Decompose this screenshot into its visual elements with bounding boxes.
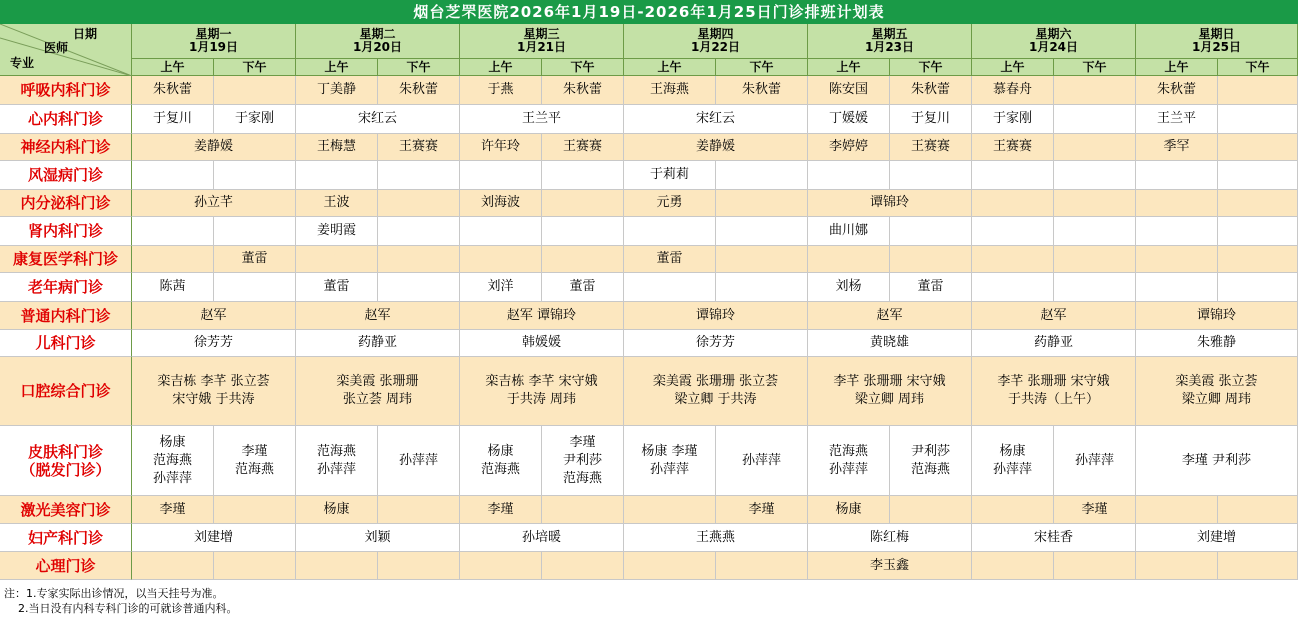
schedule-cell: 赵军 谭锦玲 [460,302,624,330]
schedule-cell: 栾美霞 张珊珊 张立荟 梁立卿 于共涛 [624,357,808,426]
corner-date-label: 日期 [72,27,97,41]
schedule-cell: 范海燕 孙萍萍 [808,426,890,496]
schedule-cell: 杨康 [296,496,378,524]
corner-header [0,24,132,76]
schedule-cell: 于莉莉 [624,161,716,190]
schedule-cell [1136,552,1218,580]
schedule-cell [808,246,890,273]
schedule-cell: 李瑾 尹利莎 [1136,426,1298,496]
schedule-cell: 栾吉栋 李芊 张立荟 宋守娥 于共涛 [132,357,296,426]
schedule-cell: 刘海波 [460,190,542,217]
department-label: 心内科门诊 [0,105,132,134]
day-date: 1月25日 [1191,40,1242,54]
schedule-cell [460,246,542,273]
department-label: 皮肤科门诊 （脱发门诊） [0,426,132,496]
schedule-cell: 徐芳芳 [132,330,296,357]
schedule-cell [1218,217,1298,246]
schedule-cell: 朱秋蕾 [378,76,460,105]
schedule-cell [624,273,716,302]
schedule-cell: 李瑾 范海燕 [214,426,296,496]
department-label: 康复医学科门诊 [0,246,132,273]
schedule-cell: 王赛赛 [972,134,1054,161]
department-label: 儿科门诊 [0,330,132,357]
schedule-cell: 李瑾 [1054,496,1136,524]
day-weekday: 星期日 [1198,27,1235,41]
pm-header: 下午 [890,59,972,76]
schedule-cell [1054,217,1136,246]
day-date: 1月22日 [690,40,741,54]
schedule-cell: 陈安国 [808,76,890,105]
schedule-cell [542,161,624,190]
schedule-cell [1136,190,1218,217]
department-label: 普通内科门诊 [0,302,132,330]
schedule-cell [378,246,460,273]
schedule-cell: 王波 [296,190,378,217]
schedule-cell: 栾美霞 张立荟 梁立卿 周玮 [1136,357,1298,426]
schedule-cell [214,76,296,105]
schedule-cell: 王兰平 [460,105,624,134]
am-header: 上午 [296,59,378,76]
schedule-cell: 赵军 [296,302,460,330]
schedule-cell [460,217,542,246]
pm-header: 下午 [1218,59,1298,76]
schedule-cell [542,552,624,580]
schedule-cell: 杨康 [808,496,890,524]
schedule-cell: 于燕 [460,76,542,105]
day-header [1136,24,1298,59]
department-label: 呼吸内科门诊 [0,76,132,105]
schedule-cell [890,246,972,273]
am-header: 上午 [808,59,890,76]
day-header [808,24,972,59]
schedule-cell: 李瑾 尹利莎 范海燕 [542,426,624,496]
am-header: 上午 [624,59,716,76]
schedule-cell: 王赛赛 [890,134,972,161]
schedule-cell [1218,496,1298,524]
schedule-cell [972,190,1054,217]
day-weekday: 星期二 [359,27,396,41]
department-label: 心理门诊 [0,552,132,580]
day-weekday: 星期一 [195,27,232,41]
table-title: 烟台芝罘医院2026年1月19日-2026年1月25日门诊排班计划表 [0,0,1298,24]
schedule-cell: 李芊 张珊珊 宋守娥 梁立卿 周玮 [808,357,972,426]
schedule-cell [972,273,1054,302]
footnote-2: 2.当日没有内科专科门诊的可就诊普通内科。 [4,602,238,615]
schedule-cell [1054,134,1136,161]
schedule-cell: 朱秋蕾 [542,76,624,105]
schedule-cell [624,552,716,580]
schedule-cell: 孙萍萍 [716,426,808,496]
schedule-cell [890,496,972,524]
schedule-cell: 姜静媛 [624,134,808,161]
schedule-cell [542,246,624,273]
schedule-cell [378,273,460,302]
footnote-1: 注：1.专家实际出诊情况，以当天挂号为准。 [4,587,224,600]
schedule-cell [378,190,460,217]
day-weekday: 星期三 [523,27,560,41]
schedule-cell [1054,246,1136,273]
schedule-cell: 董雷 [214,246,296,273]
schedule-cell [460,161,542,190]
schedule-cell [378,496,460,524]
schedule-cell [1136,217,1218,246]
schedule-cell [214,496,296,524]
schedule-cell: 宋红云 [624,105,808,134]
schedule-cell: 尹利莎 范海燕 [890,426,972,496]
schedule-cell: 陈红梅 [808,524,972,552]
schedule-cell: 杨康 李瑾 孙萍萍 [624,426,716,496]
department-label: 妇产科门诊 [0,524,132,552]
schedule-cell: 刘颖 [296,524,460,552]
schedule-cell: 董雷 [624,246,716,273]
schedule-cell [1136,496,1218,524]
schedule-cell [972,552,1054,580]
day-header [460,24,624,59]
pm-header: 下午 [1054,59,1136,76]
schedule-cell: 朱秋蕾 [716,76,808,105]
schedule-cell [214,161,296,190]
schedule-cell [542,496,624,524]
schedule-cell: 韩媛媛 [460,330,624,357]
schedule-cell [972,246,1054,273]
schedule-cell: 谭锦玲 [808,190,972,217]
schedule-cell: 赵军 [972,302,1136,330]
schedule-cell [1054,76,1136,105]
day-weekday: 星期四 [697,27,734,41]
day-date: 1月21日 [516,40,567,54]
schedule-cell: 于复川 [132,105,214,134]
schedule-cell: 范海燕 孙萍萍 [296,426,378,496]
schedule-cell [1218,105,1298,134]
schedule-cell: 杨康 孙萍萍 [972,426,1054,496]
schedule-cell: 于家刚 [972,105,1054,134]
department-label: 风湿病门诊 [0,161,132,190]
schedule-cell: 王燕燕 [624,524,808,552]
schedule-cell [214,217,296,246]
schedule-cell [378,552,460,580]
schedule-cell [1218,273,1298,302]
schedule-cell: 朱秋蕾 [1136,76,1218,105]
schedule-cell [296,552,378,580]
schedule-cell [1218,161,1298,190]
schedule-cell [972,217,1054,246]
schedule-cell [542,190,624,217]
schedule-cell: 季罕 [1136,134,1218,161]
schedule-cell: 王兰平 [1136,105,1218,134]
day-header [624,24,808,59]
schedule-cell: 宋红云 [296,105,460,134]
day-date: 1月19日 [188,40,239,54]
am-header: 上午 [460,59,542,76]
schedule-cell [132,161,214,190]
department-label: 口腔综合门诊 [0,357,132,426]
schedule-cell: 于复川 [890,105,972,134]
schedule-cell: 栾吉栋 李芊 宋守娥 于共涛 周玮 [460,357,624,426]
schedule-cell: 于家刚 [214,105,296,134]
department-label: 内分泌科门诊 [0,190,132,217]
schedule-cell [1218,246,1298,273]
day-weekday: 星期六 [1035,27,1072,41]
schedule-cell [716,552,808,580]
schedule-cell [1054,552,1136,580]
am-header: 上午 [1136,59,1218,76]
schedule-cell [890,161,972,190]
schedule-cell: 杨康 范海燕 孙萍萍 [132,426,214,496]
schedule-cell [972,496,1054,524]
schedule-cell [1218,134,1298,161]
schedule-cell [132,246,214,273]
schedule-cell: 宋桂香 [972,524,1136,552]
schedule-cell: 李玉鑫 [808,552,972,580]
schedule-cell [1218,552,1298,580]
schedule-cell: 孙萍萍 [1054,426,1136,496]
day-header [132,24,296,59]
schedule-cell: 王赛赛 [542,134,624,161]
schedule-cell [1136,246,1218,273]
schedule-cell [716,246,808,273]
schedule-cell: 孙立芊 [132,190,296,217]
day-date: 1月20日 [352,40,403,54]
schedule-cell [1054,105,1136,134]
schedule-cell [1136,161,1218,190]
am-header: 上午 [972,59,1054,76]
schedule-cell: 刘杨 [808,273,890,302]
schedule-cell [296,161,378,190]
schedule-cell: 徐芳芳 [624,330,808,357]
am-header: 上午 [132,59,214,76]
schedule-cell [1218,76,1298,105]
schedule-cell: 姜静媛 [132,134,296,161]
schedule-cell [972,161,1054,190]
day-header [296,24,460,59]
schedule-cell: 李瑾 [716,496,808,524]
schedule-cell: 许年玲 [460,134,542,161]
schedule-cell: 药静亚 [972,330,1136,357]
schedule-cell: 姜明霞 [296,217,378,246]
schedule-cell: 董雷 [296,273,378,302]
schedule-cell [808,161,890,190]
schedule-cell: 谭锦玲 [624,302,808,330]
schedule-cell [460,552,542,580]
schedule-cell [624,496,716,524]
schedule-cell [214,273,296,302]
schedule-cell: 杨康 范海燕 [460,426,542,496]
schedule-cell: 曲川娜 [808,217,890,246]
schedule-cell [132,552,214,580]
schedule-cell [1054,190,1136,217]
schedule-cell: 刘建增 [1136,524,1298,552]
department-label: 肾内科门诊 [0,217,132,246]
schedule-cell: 李瑾 [460,496,542,524]
schedule-cell: 刘洋 [460,273,542,302]
schedule-cell [378,217,460,246]
schedule-cell [1218,190,1298,217]
schedule-cell: 丁媛媛 [808,105,890,134]
schedule-cell: 朱雅静 [1136,330,1298,357]
schedule-cell: 赵军 [808,302,972,330]
schedule-cell: 药静亚 [296,330,460,357]
schedule-cell: 栾美霞 张珊珊 张立荟 周玮 [296,357,460,426]
schedule-cell [890,217,972,246]
day-header [972,24,1136,59]
schedule-cell: 谭锦玲 [1136,302,1298,330]
day-date: 1月24日 [1028,40,1079,54]
schedule-cell [624,217,716,246]
schedule-cell [214,552,296,580]
schedule-cell: 李芊 张珊珊 宋守娥 于共涛（上午） [972,357,1136,426]
schedule-cell: 王海燕 [624,76,716,105]
department-label: 老年病门诊 [0,273,132,302]
schedule-cell: 董雷 [542,273,624,302]
schedule-cell: 刘建增 [132,524,296,552]
schedule-cell [542,217,624,246]
footnotes [4,586,237,616]
schedule-cell: 朱秋蕾 [132,76,214,105]
schedule-cell: 孙培暖 [460,524,624,552]
pm-header: 下午 [378,59,460,76]
schedule-cell: 李婷婷 [808,134,890,161]
schedule-cell: 王赛赛 [378,134,460,161]
schedule-cell [1054,273,1136,302]
schedule-cell: 赵军 [132,302,296,330]
schedule-cell [296,246,378,273]
schedule-cell [378,161,460,190]
schedule-cell: 李瑾 [132,496,214,524]
department-label: 神经内科门诊 [0,134,132,161]
schedule-cell: 王梅慧 [296,134,378,161]
pm-header: 下午 [542,59,624,76]
schedule-cell: 慕春舟 [972,76,1054,105]
schedule-cell: 元勇 [624,190,716,217]
schedule-cell [1136,273,1218,302]
schedule-cell: 丁美静 [296,76,378,105]
schedule-cell: 朱秋蕾 [890,76,972,105]
schedule-cell [716,273,808,302]
corner-doctor-label: 医师 [44,41,69,55]
pm-header: 下午 [716,59,808,76]
schedule-cell: 陈茜 [132,273,214,302]
schedule-cell: 黄晓雄 [808,330,972,357]
schedule-cell [132,217,214,246]
department-label: 激光美容门诊 [0,496,132,524]
schedule-cell [716,161,808,190]
schedule-cell [716,190,808,217]
schedule-cell [1054,161,1136,190]
schedule-cell [716,217,808,246]
schedule-cell: 董雷 [890,273,972,302]
schedule-cell: 孙萍萍 [378,426,460,496]
day-date: 1月23日 [864,40,915,54]
corner-specialty-label: 专业 [10,56,35,70]
pm-header: 下午 [214,59,296,76]
day-weekday: 星期五 [871,27,908,41]
